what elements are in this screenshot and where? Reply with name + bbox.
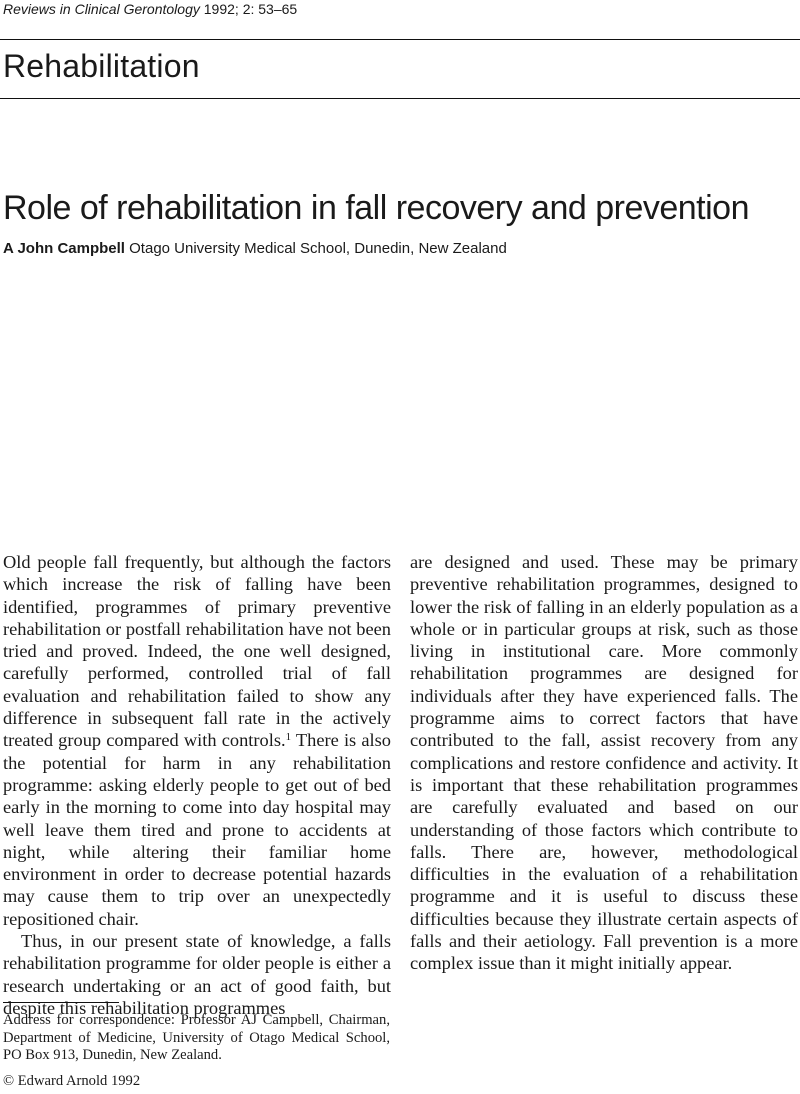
top-rule (0, 39, 800, 40)
section-rule (0, 98, 800, 99)
byline (3, 239, 507, 259)
body-column-left (3, 551, 391, 1019)
journal-volume-pages: 1992; 2: 53–65 (199, 1, 298, 17)
body-column-right (410, 551, 798, 975)
body-paragraph: are designed and used. These may be primary preventive rehabilitation programmes, designed to lower the risk of falling in an elderly population as a whole or in particular groups at risk, such as those living in institutional care. More commonly rehabilitation programmes are designed for individuals after they have experienced falls. The programme aims to correct factors that have contributed to the fall, assist recovery from any complications and restore confidence and activity. It is important that these rehabilitation programmes are carefully evaluated and based on our understanding of those factors which contribute to falls. There are, however, methodological difficulties in the evaluation of a rehabilitation programme and it is useful to discuss these difficulties because they illustrate certain aspects of falls and their aetiology. Fall prevention is a more complex issue than it might initially appear. (410, 552, 798, 974)
section-title: Rehabilitation (3, 48, 200, 84)
author-name: A John Campbell (3, 240, 125, 257)
reference-marker[interactable]: 1 (285, 731, 292, 744)
body-paragraph: Thus, in our present state of knowledge, a falls rehabilitation programme for older people is either a research undertaking or an act of good faith, but despite this rehabilitation programmes (3, 931, 391, 1018)
body-paragraph (3, 551, 391, 930)
journal-citation (3, 0, 297, 18)
paragraph-text: Old people fall frequently, but although the factors which increase the risk of falling have been identified, programmes of primary preventive rehabilitation or postfall rehabilitation have not been tried and proved. Indeed, the one well designed, carefully performed, controlled trial of fall evaluation and rehabilitation failed to show any difference in subsequent fall rate in the actively treated group compared with controls. (3, 552, 391, 751)
footnote-rule (3, 1002, 119, 1003)
paragraph-text: There is also the potential for harm in any rehabilitation programme: asking elderly people to get out of bed early in the morning to come into day hospital may well leave them tired and prone to accidents at night, while altering their familiar home environment in order to decrease potential hazards may cause them to trip over an unexpectedly repositioned chair. (3, 730, 391, 929)
article-title: Role of rehabilitation in fall recovery and prevention (3, 189, 750, 227)
journal-name: Reviews in Clinical Gerontology (3, 1, 200, 17)
correspondence-footnote: Address for correspondence: Professor AJ Campbell, Chairman, Department of Medicine, University of Otago Medical School, PO Box 913, Dunedin, New Zealand. (3, 1012, 390, 1063)
copyright-notice: © Edward Arnold 1992 (3, 1073, 141, 1089)
author-affiliation: Otago University Medical School, Dunedin, New Zealand (124, 240, 507, 257)
